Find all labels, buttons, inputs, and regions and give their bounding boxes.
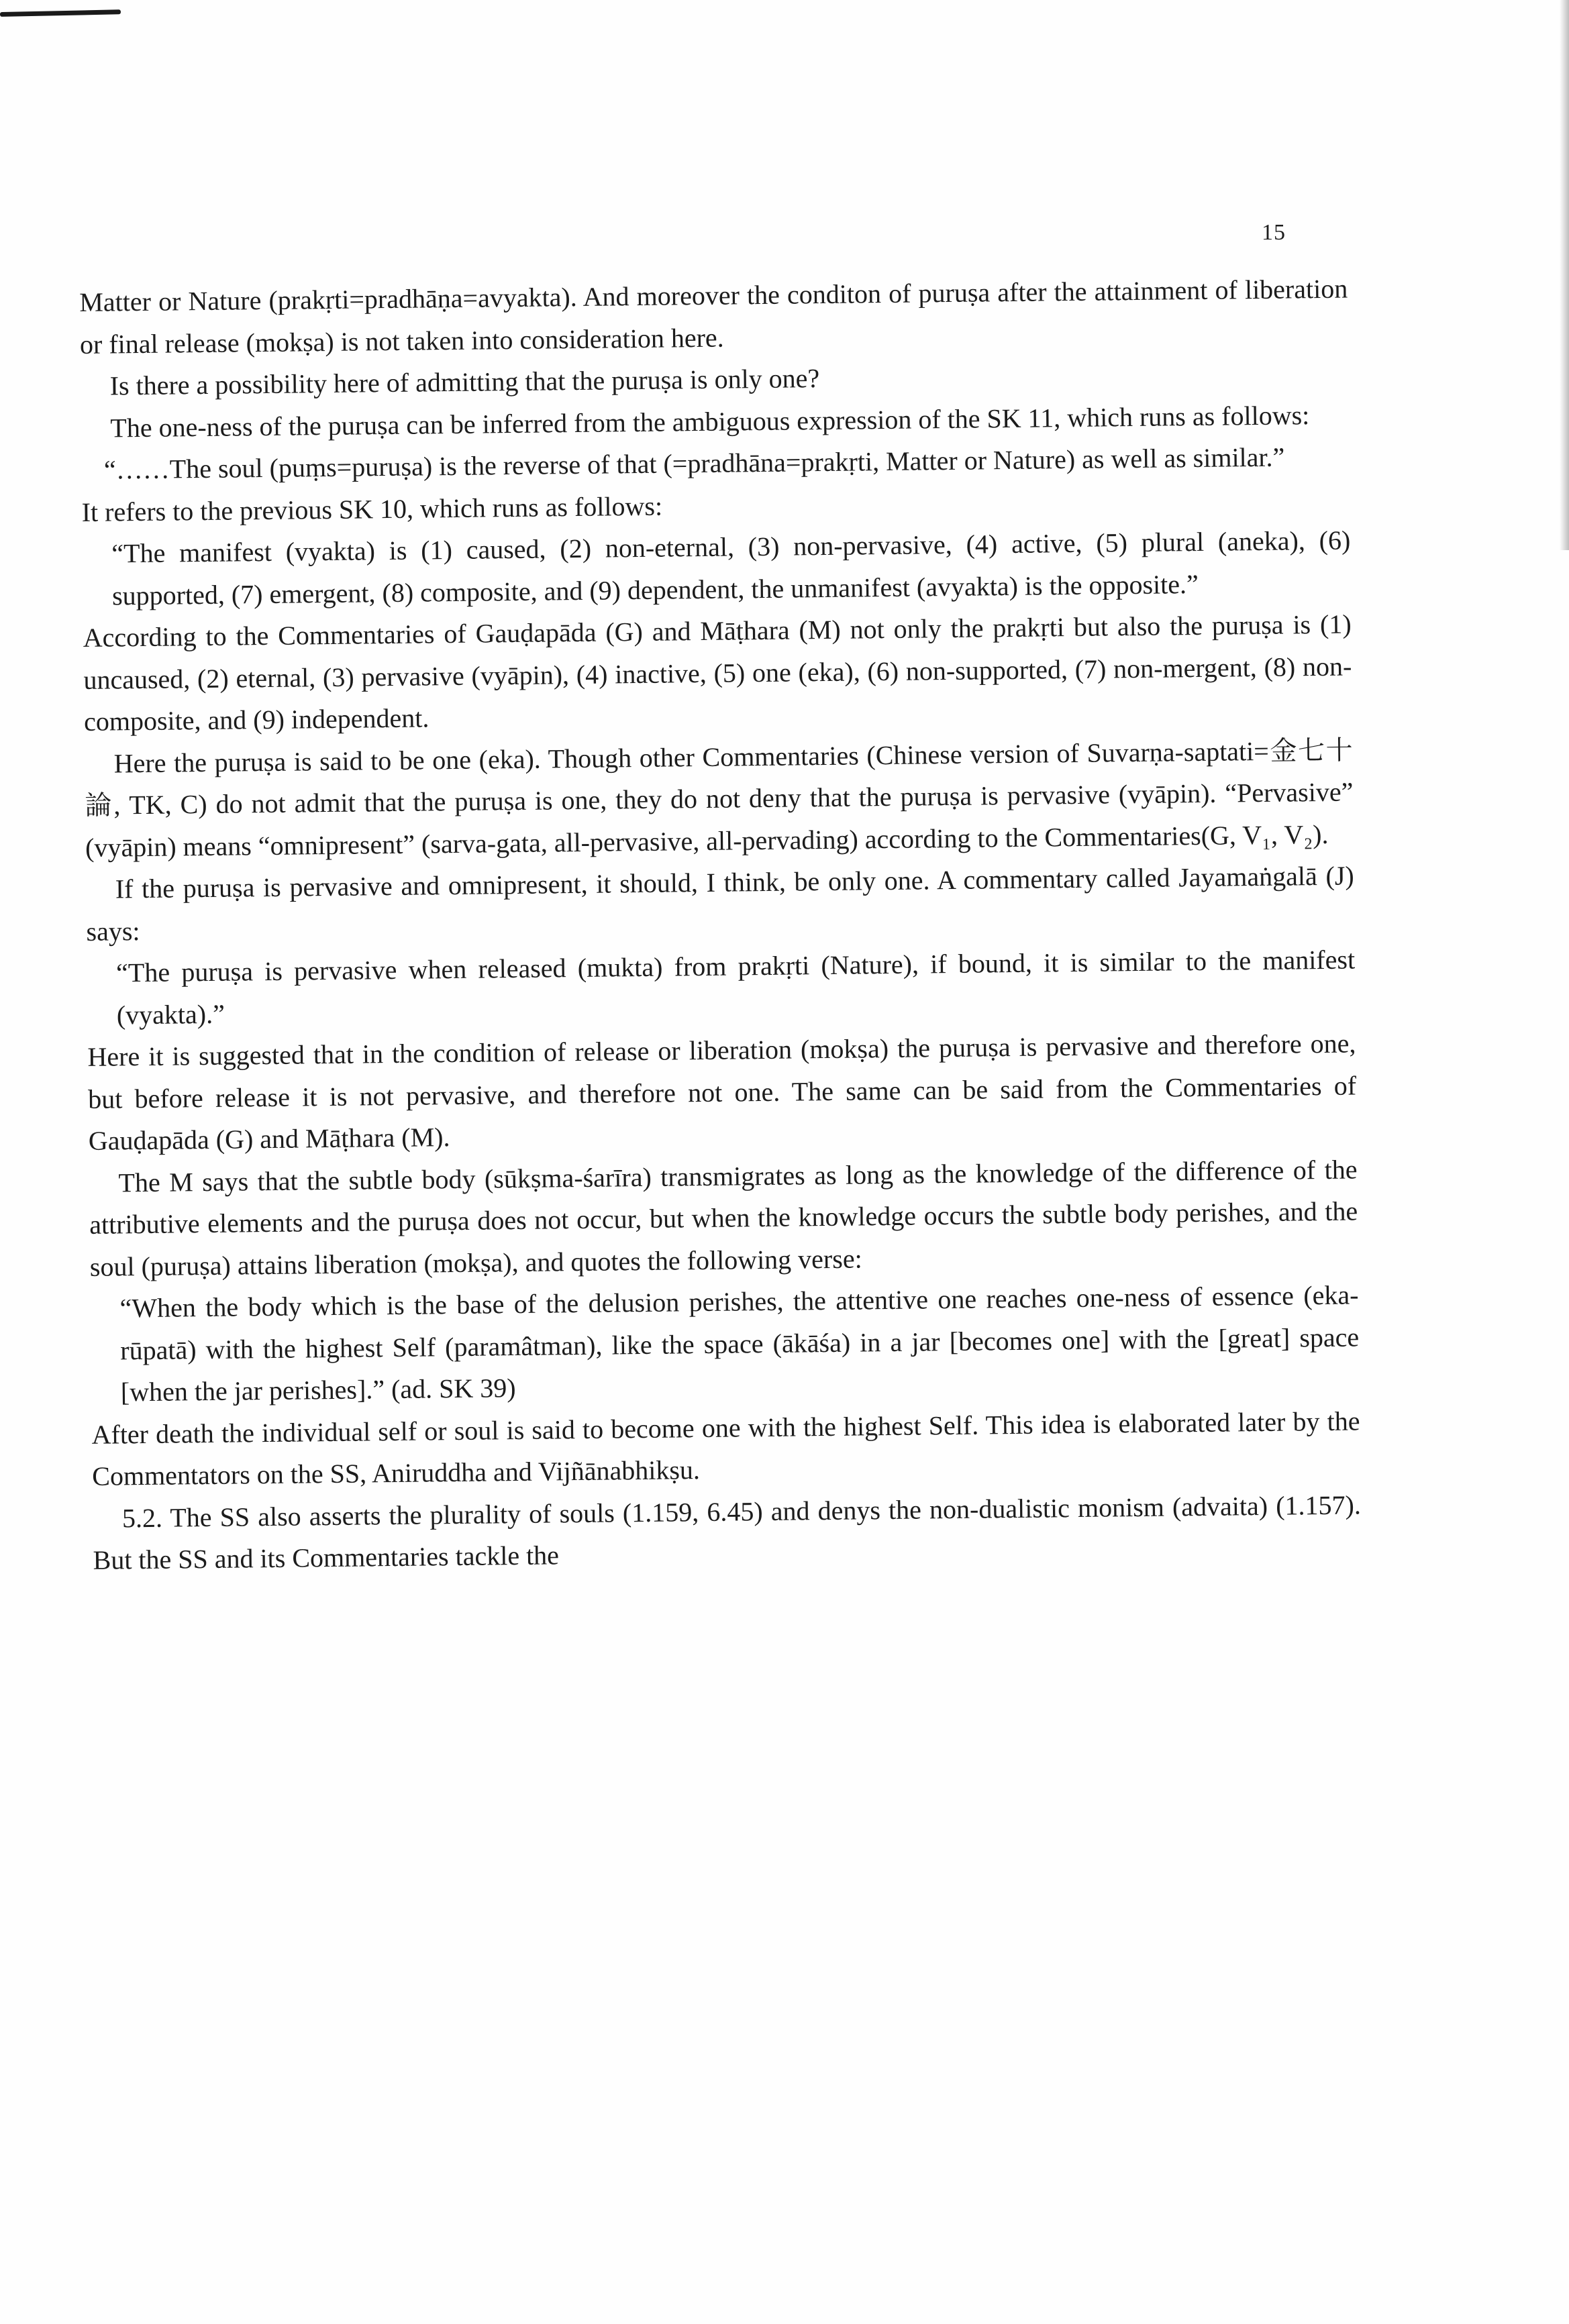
- block-quote: “The manifest (vyakta) is (1) caused, (2) non-eternal, (3) non-pervasive, (4) active, (5) plural (aneka), (6) supported, (7) emergent, (8) composite, and (9) dependent, the unmanifest (avyakta) is the opposite.”: [111, 525, 1351, 611]
- paragraph: If the puruṣa is pervasive and omnipresent, it should, I think, be only one. A commentary called Jayamaṅgalā (J) says:: [86, 860, 1354, 947]
- scan-corner-mark: [0, 9, 121, 17]
- paragraph: Matter or Nature (prakṛti=pradhāṇa=avyakta). And moreover the conditon of puruṣa after the attainment of liberation or final release (mokṣa) is not taken into consideration here.: [79, 273, 1348, 360]
- paragraph: After death the individual self or soul is said to become one with the highest Self. This idea is elaborated later by the Commentators on the SS, Aniruddha and Vijñānabhikṣu.: [91, 1405, 1360, 1491]
- body-text: [79, 268, 1362, 1582]
- paragraph: Here the puruṣa is said to be one (eka). Though other Commentaries (Chinese version of Suvarṇa-saptati=金七十論, TK, C) do not admit that the puruṣa is one, they do not deny that the puruṣa is pervasive (vyāpin). “Pervasive” (vyāpin) means “omnipresent” (sarva-gata, all-pervasive, all-pervading) according to the Commentaries(G, V₁, V₂).: [85, 735, 1354, 863]
- paragraph: According to the Commentaries of Gauḍapāda (G) and Māṭhara (M) not only the prakṛti but also the puruṣa is (1) uncaused, (2) eternal, (3) pervasive (vyāpin), (4) inactive, (5) one (eka), (6) non-supported, (7) non-mergent, (8) non-composite, and (9) independent.: [83, 609, 1352, 737]
- block-quote: “When the body which is the base of the delusion perishes, the attentive one reaches one-ness of essence (eka-rūpatā) with the highest Self (paramâtman), like the space (ākāśa) in a jar [becomes one] with the [great] space [when the jar perishes].” (ad. SK 39): [119, 1279, 1360, 1408]
- paragraph: The M says that the subtle body (sūkṣma-śarīra) transmigrates as long as the knowledge of the difference of the attributive elements and the puruṣa does not occur, but when the knowledge occurs the subtle body perishes, and the soul (puruṣa) attains liberation (mokṣa), and quotes the following verse:: [89, 1153, 1358, 1282]
- paragraph: It refers to the previous SK 10, which runs as follows:: [81, 490, 663, 527]
- section-paragraph: 5.2. The SS also asserts the plurality of souls (1.159, 6.45) and denys the non-dualistic monism (advaita) (1.157). But the SS and its Commentaries tackle the: [93, 1489, 1362, 1575]
- page-number: 15: [1262, 220, 1286, 245]
- scan-edge-shadow: [1560, 0, 1569, 550]
- paragraph: The one-ness of the puruṣa can be inferred from the ambiguous expression of the SK 11, which runs as follows:: [110, 399, 1310, 443]
- paragraph: Is there a possibility here of admitting that the puruṣa is only one?: [109, 363, 820, 401]
- block-quote: “The puruṣa is pervasive when released (mukta) from prakṛti (Nature), if bound, it is similar to the manifest (vyakta).”: [115, 944, 1356, 1030]
- paragraph: Here it is suggested that in the condition of release or liberation (mokṣa) the puruṣa is pervasive and therefore one, but before release it is not pervasive, and therefore not one. The same can be said from the Commentaries of Gauḍapāda (G) and Māṭhara (M).: [87, 1028, 1357, 1156]
- block-quote: “……The soul (puṃs=puruṣa) is the reverse of that (=pradhāna=prakṛti, Matter or Nature) as well as similar.”: [103, 441, 1285, 485]
